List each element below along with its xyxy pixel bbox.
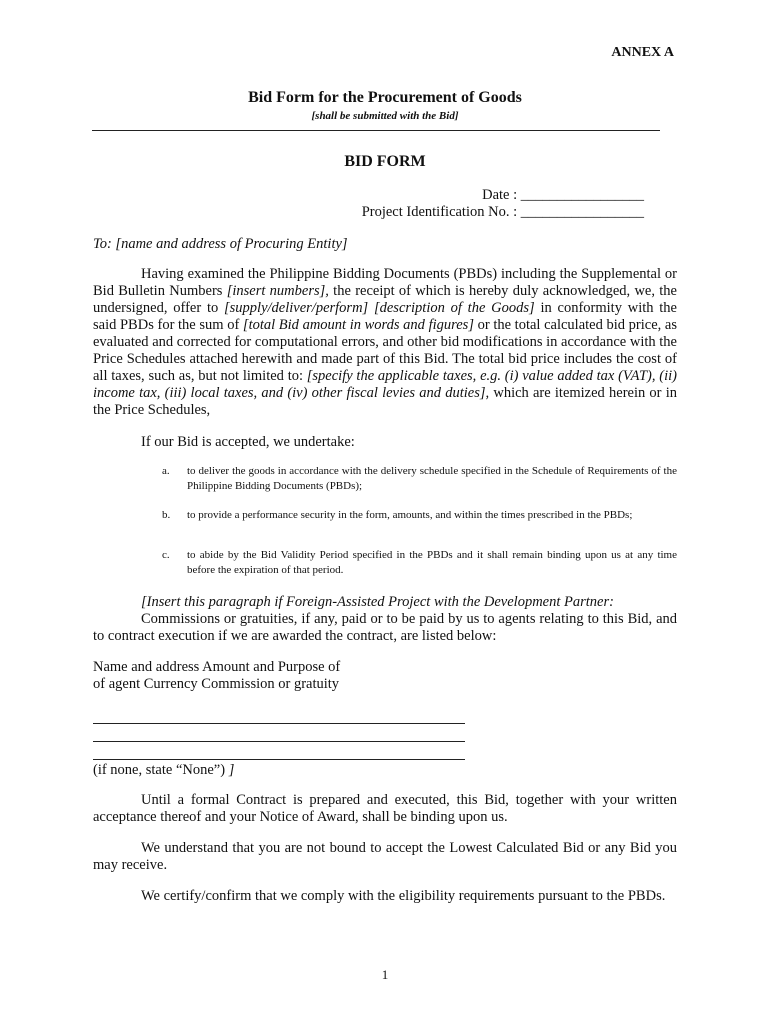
project-id-blank: _________________ [520, 204, 644, 220]
agent-entry-line [93, 723, 465, 724]
undertaking-item: c. to abide by the Bid Validity Period specified in the PBDs and it shall remain binding upon us at any time before the expiration of that period. [162, 549, 677, 576]
document-subtitle: [shall be submitted with the Bid] [311, 110, 459, 122]
undertaking-item: a. to deliver the goods in accordance with the delivery schedule specified in the Schedule of Requirements of the Philippine Bidding Documents (PBDs); [162, 465, 677, 492]
undertaking-item: b. to provide a performance security in the form, amounts, and within the times prescribed in the PBDs; [162, 509, 633, 521]
title-divider [92, 130, 660, 131]
document-title: Bid Form for the Procurement of Goods [248, 89, 522, 106]
undertake-intro: If our Bid is accepted, we undertake: [141, 434, 355, 450]
if-none-note: (if none, state “None”) ] [93, 762, 235, 778]
addressee-line: To: [name and address of Procuring Entity] [93, 236, 348, 252]
offer-paragraph: Having examined the Philippine Bidding Documents (PBDs) including the Supplemental or Bid Bulletin Numbers [insert numbers], the receipt of which is hereby duly acknowledged, we, the undersigned, offer to [supply/deliver/perform] [description of the Goods] in conformity with the said PBDs for the sum of [total Bid amount in words and figures] or the total calculated bid price, as evaluated and corrected for computational errors, and other bid modifications in accordance with the Price Schedules attached herewith and made part of this Bid. The total bid price includes the cost of all taxes, such as, but not limited to: [specify the applicable taxes, e.g. (i) value added tax (VAT), (ii) income tax, (iii) local taxes, and (iv) other fiscal levies and duties], which are itemized herein or in the Price Schedules, [93, 266, 677, 418]
project-id-label: Project Identification No. : [361, 204, 518, 220]
date-label: Date : [482, 187, 518, 203]
form-title: BID FORM [344, 153, 426, 170]
binding-paragraph: Until a formal Contract is prepared and executed, this Bid, together with your written acceptance thereof and your Notice of Award, shall be binding upon us. [93, 792, 677, 825]
agent-entry-line [93, 741, 465, 742]
annex-label: ANNEX A [611, 45, 674, 60]
eligibility-paragraph: We certify/confirm that we comply with the eligibility requirements pursuant to the PBDs. [141, 888, 666, 904]
agent-entry-line [93, 759, 465, 760]
project-id-field [300, 204, 644, 221]
date-project-fields [300, 187, 644, 221]
agent-table-header: Name and address Amount and Purpose of of agent Currency Commission or gratuity [93, 659, 341, 692]
lowest-bid-paragraph: We understand that you are not bound to accept the Lowest Calculated Bid or any Bid you may receive. [93, 840, 677, 873]
commissions-paragraph: [Insert this paragraph if Foreign-Assisted Project with the Development Partner: Commissions or gratuities, if any, paid or to be paid by us to agents relating to this Bid, and to contract execution if we are awarded the contract, are listed below: [93, 594, 677, 644]
page-number: 1 [381, 967, 389, 982]
date-blank: _________________ [520, 187, 644, 203]
date-field [300, 187, 644, 204]
